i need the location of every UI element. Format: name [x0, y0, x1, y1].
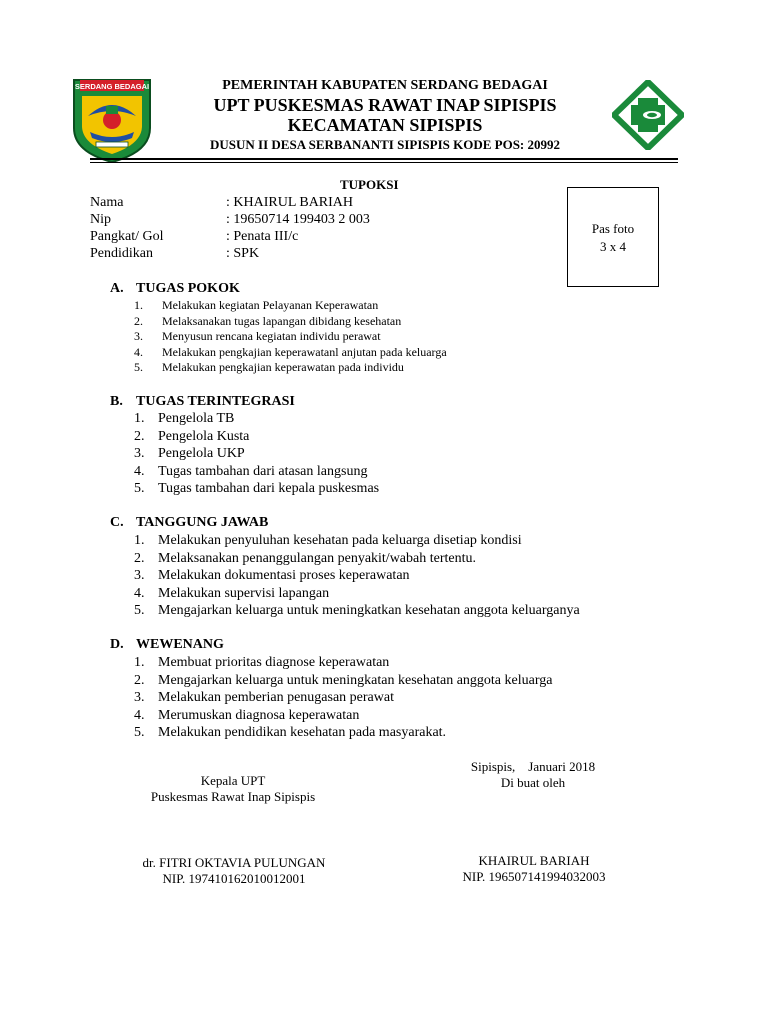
- section-heading-b: [110, 394, 295, 410]
- header-institution: UPT PUSKESMAS RAWAT INAP SIPISPIS: [213, 95, 557, 115]
- list-item-text: Melakukan pendidikan kesehatan pada masyarakat.: [158, 725, 447, 740]
- section-heading-a: [110, 281, 240, 297]
- section-letter: A.: [110, 281, 124, 296]
- section-title: TANGGUNG JAWAB: [136, 515, 269, 530]
- list-item-text: Melakukan pengkajian keperawatanl anjutan pada keluarga: [162, 344, 447, 359]
- photo-size: 3 x 4: [600, 239, 626, 254]
- signer-role: Kepala UPT: [200, 773, 266, 788]
- header-rule-thick: [90, 158, 678, 160]
- document-title: TUPOKSI: [340, 177, 399, 192]
- section-title: TUGAS TERINTEGRASI: [136, 394, 295, 409]
- info-label-education: Pendidikan: [90, 246, 153, 261]
- author-nip: NIP. 196507141994032003: [462, 869, 606, 884]
- list-item-text: Mengajarkan keluarga untuk meningkatan kesehatan anggota keluarga: [158, 672, 553, 688]
- header-rule-thin: [90, 162, 678, 163]
- list-item-text: Tugas tambahan dari kepala puskesmas: [158, 481, 380, 496]
- header-address: DUSUN II DESA SERBANANTI SIPISPIS KODE POS: 20992: [210, 137, 560, 152]
- list-item-text: Melakukan pengkajian keperawatan pada individu: [162, 360, 404, 374]
- puskesmas-logo-icon: [612, 80, 684, 150]
- list-item-text: Melakukan kegiatan Pelayanan Keperawatan: [162, 298, 379, 312]
- signature-left-footer: [112, 855, 356, 887]
- signer-nip: NIP. 197410162010012001: [162, 871, 306, 886]
- list-item-text: Tugas tambahan dari atasan langsung: [158, 463, 368, 479]
- signature-left-header: [120, 773, 346, 805]
- list-item-text: Melaksanakan tugas lapangan dibidang kesehatan: [162, 313, 402, 328]
- made-by-label: Di buat oleh: [500, 775, 566, 790]
- section-heading-c: [110, 515, 268, 531]
- place-date: Sipispis, Januari 2018: [470, 759, 596, 774]
- photo-label: Pas foto: [591, 221, 635, 236]
- signer-name: dr. FITRI OKTAVIA PULUNGAN: [142, 855, 326, 870]
- signer-institution: Puskesmas Rawat Inap Sipispis: [150, 789, 316, 804]
- serdang-bedagai-emblem: [70, 76, 154, 164]
- info-label-rank: Pangkat/ Gol: [90, 229, 164, 244]
- list-item-text: Melakukan penyuluhan kesehatan pada keluarga disetiap kondisi: [158, 533, 522, 548]
- puskesmas-logo: [612, 80, 684, 150]
- list-item-text: Melakukan dokumentasi proses keperawatan: [158, 568, 410, 583]
- list-item-text: Merumuskan diagnosa keperawatan: [158, 707, 360, 723]
- section-letter: C.: [110, 515, 124, 530]
- list-item-text: Pengelola TB: [158, 411, 235, 426]
- list-item-text: Melakukan pemberian penugasan perawat: [158, 690, 394, 705]
- photo-placeholder-box: [567, 187, 659, 287]
- signature-right-footer: [440, 853, 628, 885]
- header-district: KECAMATAN SIPISPIS: [287, 115, 483, 135]
- header-government: PEMERINTAH KABUPATEN SERDANG BEDAGAI: [222, 78, 548, 93]
- info-label-name: Nama: [90, 195, 124, 210]
- signature-right-header: [448, 759, 618, 791]
- info-value-rank: : Penata III/c: [226, 229, 299, 244]
- section-title: TUGAS POKOK: [136, 281, 240, 296]
- list-item-text: Membuat prioritas diagnose keperawatan: [158, 655, 390, 670]
- logo-text: SERDANG BEDAGAI: [74, 82, 150, 91]
- list-item-text: Pengelola UKP: [158, 446, 245, 461]
- list-item-text: Pengelola Kusta: [158, 428, 250, 444]
- section-letter: B.: [110, 394, 123, 409]
- section-title: WEWENANG: [136, 637, 224, 652]
- author-name: KHAIRUL BARIAH: [478, 853, 590, 868]
- serdang-bedagai-emblem-icon: [70, 76, 154, 164]
- info-value-name: : KHAIRUL BARIAH: [226, 195, 354, 210]
- info-value-nip: : 19650714 199403 2 003: [226, 212, 370, 227]
- info-label-nip: Nip: [90, 212, 111, 227]
- list-item-text: Melakukan supervisi lapangan: [158, 585, 330, 601]
- list-item-text: Mengajarkan keluarga untuk meningkatkan kesehatan anggota keluarganya: [158, 603, 580, 618]
- info-value-education: : SPK: [226, 246, 260, 261]
- section-heading-d: [110, 637, 224, 653]
- section-letter: D.: [110, 637, 124, 652]
- list-item-text: Menyusun rencana kegiatan individu perawat: [162, 329, 381, 343]
- list-item-text: Melaksanakan penanggulangan penyakit/wabah tertentu.: [158, 550, 476, 566]
